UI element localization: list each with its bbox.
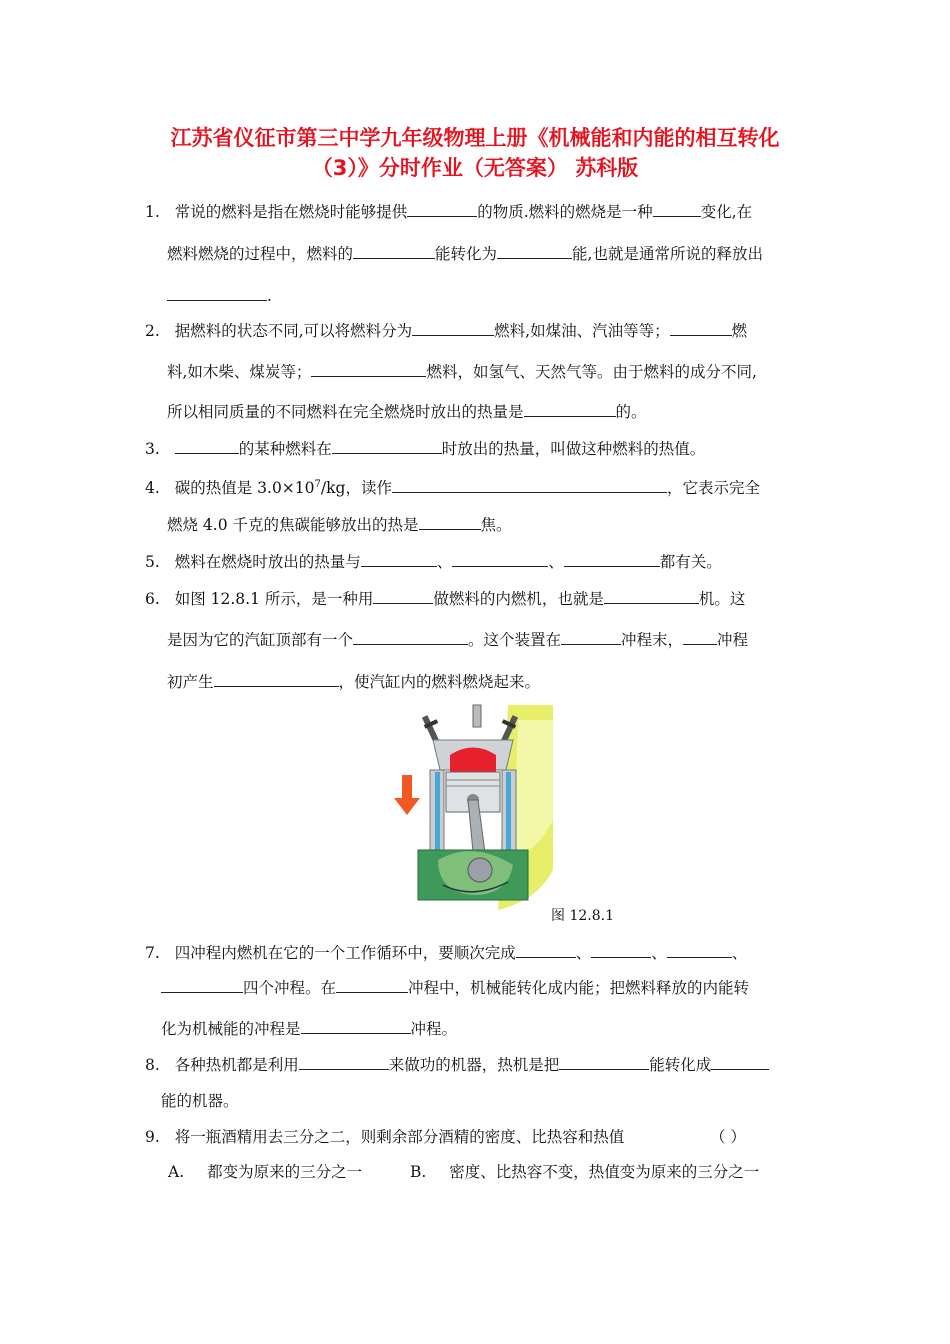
q1-blank-1[interactable] (407, 202, 477, 217)
q2-line1: 2. 据燃料的状态不同,可以将燃料分为 燃料,如煤油、汽油等等； 燃 (145, 322, 748, 340)
q2-blank-1[interactable] (412, 321, 494, 336)
q1-line1: 1. 常说的燃料是指在燃烧时能够提供 的物质.燃料的燃烧是一种 变化,在 (145, 203, 753, 221)
q1-blank-4[interactable] (497, 244, 572, 259)
q4-line1: 4. 碳的热值是 $3.0\times 10^7/kg$，读作 ，它表示完全 (145, 479, 760, 498)
q5-blank-1[interactable] (361, 552, 437, 567)
q5-blank-2[interactable] (452, 552, 548, 567)
q2-blank-3[interactable] (311, 362, 426, 377)
q6-blank-1[interactable] (373, 589, 433, 604)
q7-blank-5[interactable] (336, 978, 408, 993)
q8-blank-1[interactable] (299, 1055, 389, 1070)
q1-blank-5[interactable] (167, 286, 267, 301)
q9-number: 9. (145, 1128, 160, 1146)
q7-line1: 7. 四冲程内燃机在它的一个工作循环中，要顺次完成 、 、 、 (145, 944, 748, 962)
q7-blank-2[interactable] (591, 943, 651, 958)
q7-number: 7. (145, 944, 160, 962)
q7-blank-3[interactable] (667, 943, 732, 958)
q4-blank-1[interactable] (392, 478, 667, 493)
q5-number: 5. (145, 553, 160, 571)
q4-number: 4. (145, 479, 160, 498)
q1-line3: . (167, 285, 272, 307)
q6-line2: 是因为它的汽缸顶部有一个 。这个装置在 冲程末， 冲程 (167, 631, 749, 649)
q6-blank-5[interactable] (683, 630, 717, 645)
q3-line1: 3. 的某种燃料在 时放出的热量，叫做这种燃料的热值。 (145, 440, 706, 458)
q1-number: 1. (145, 203, 160, 221)
down-arrow-icon (394, 775, 420, 815)
q4-blank-2[interactable] (419, 515, 481, 530)
q7-blank-4[interactable] (161, 978, 243, 993)
q1-line2: 燃料燃烧的过程中，燃料的 能转化为 能,也就是通常所说的释放出 (167, 245, 763, 263)
q7-blank-6[interactable] (301, 1019, 411, 1034)
q4-line2: 燃烧 4.0 千克的焦碳能够放出的热是 焦。 (167, 516, 512, 534)
q6-number: 6. (145, 590, 160, 608)
q6-line1: 6. 如图 12.8.1 所示，是一种用 做燃料的内燃机，也就是 机。这 (145, 590, 746, 608)
q6-blank-3[interactable] (353, 630, 468, 645)
doc-title-line2: （3）》分时作业（无答案） 苏科版 (311, 156, 639, 180)
q8-line1: 8. 各种热机都是利用 来做功的机器，热机是把 能转化成 (145, 1054, 769, 1076)
q7-line3: 化为机械能的冲程是 冲程。 (161, 1020, 458, 1038)
q9-stem: 9. 将一瓶酒精用去三分之二，则剩余部分酒精的密度、比热容和热值 (145, 1128, 625, 1146)
q2-blank-4[interactable] (524, 402, 616, 417)
q9-option-b[interactable]: B. 密度、比热容不变，热值变为原来的三分之一 (410, 1163, 760, 1181)
q5-line1: 5. 燃料在燃烧时放出的热量与 、 、 都有关。 (145, 553, 722, 571)
engine-illustration (388, 700, 558, 910)
q8-number: 8. (145, 1056, 160, 1074)
q2-blank-2[interactable] (670, 321, 732, 336)
q6-blank-2[interactable] (604, 589, 699, 604)
q7-line2: 四个冲程。在 冲程中，机械能转化成内能；把燃料释放的内能转 (161, 977, 749, 999)
q9-answer-paren[interactable]: （ ） (710, 1128, 746, 1146)
q9-option-a[interactable]: A. 都变为原来的三分之一 (168, 1163, 363, 1181)
q6-line3: 初产生 ，使汽缸内的燃料燃烧起来。 (167, 673, 541, 691)
q2-number: 2. (145, 322, 160, 340)
q1-blank-2[interactable] (653, 202, 701, 217)
q8-line2: 能的机器。 (161, 1092, 239, 1110)
q5-blank-3[interactable] (564, 552, 660, 567)
q3-blank-1[interactable] (175, 439, 239, 454)
q3-number: 3. (145, 440, 160, 458)
q6-blank-4[interactable] (561, 630, 621, 645)
q2-line3: 所以相同质量的不同燃料在完全燃烧时放出的热量是 的。 (167, 403, 647, 421)
doc-title-line1: 江苏省仪征市第三中学九年级物理上册《机械能和内能的相互转化 (170, 126, 780, 150)
q8-blank-3[interactable] (711, 1055, 769, 1070)
q8-blank-2[interactable] (559, 1055, 649, 1070)
q1-blank-3[interactable] (353, 244, 435, 259)
q3-blank-2[interactable] (332, 439, 442, 454)
figure-caption: 图 12.8.1 (551, 908, 614, 924)
q6-blank-6[interactable] (214, 672, 339, 687)
q2-line2: 料,如木柴、煤炭等； 燃料，如氢气、天然气等。由于燃料的成分不同, (167, 363, 757, 381)
q7-blank-1[interactable] (516, 943, 576, 958)
